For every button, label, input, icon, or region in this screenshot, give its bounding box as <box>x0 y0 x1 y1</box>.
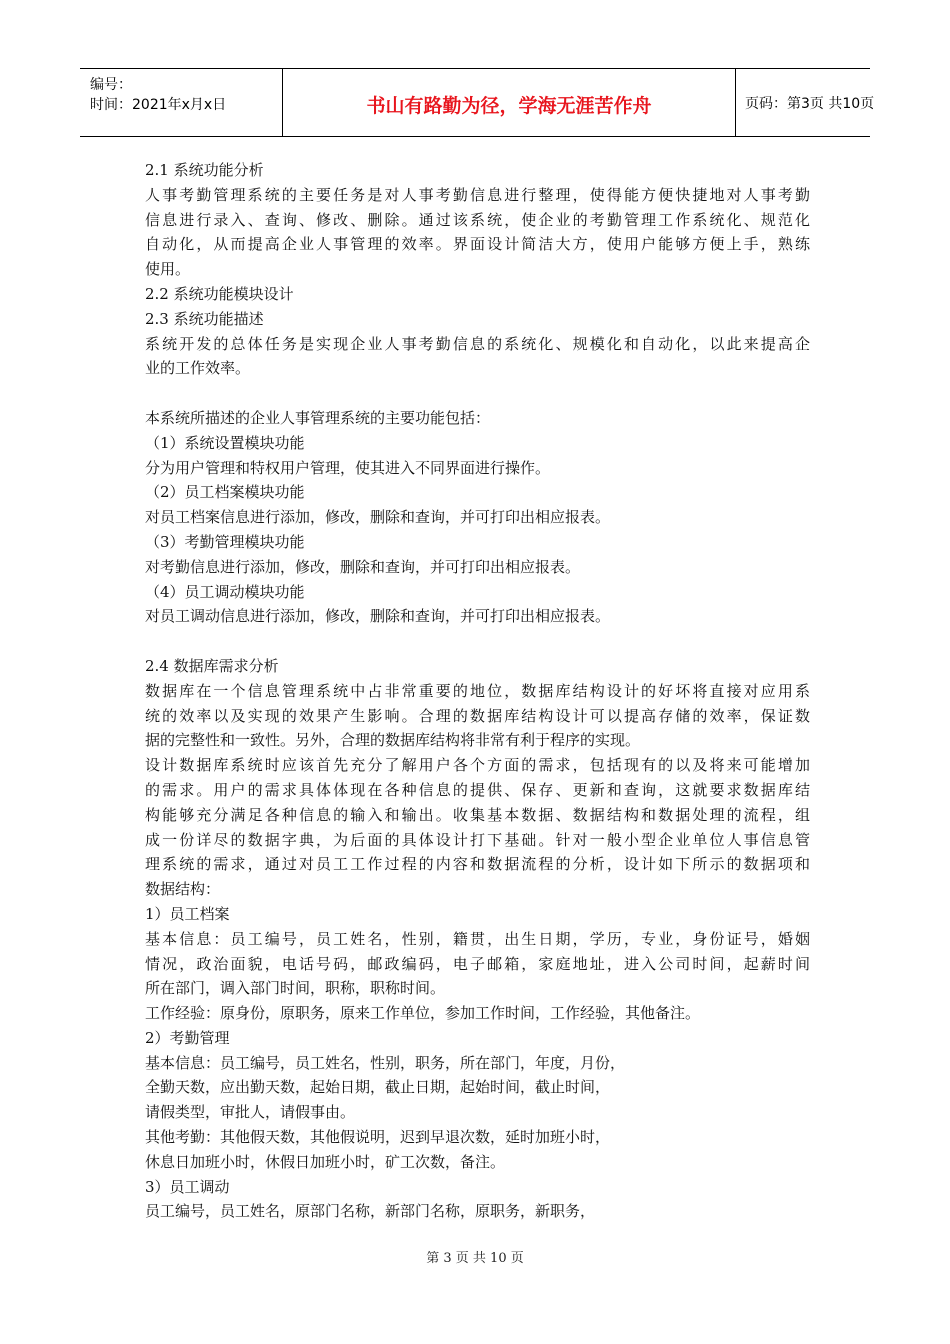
blank-line <box>145 381 810 406</box>
text-line: 1）员工档案 <box>145 904 230 923</box>
text-line: 人事考勤管理系统的主要任务是对人事考勤信息进行整理，使得能方便快捷地对人事考勤 <box>145 185 810 204</box>
text-line: 据的完整性和一致性。另外，合理的数据库结构将非常有利于程序的实现。 <box>145 731 641 750</box>
text-line: 2.4 数据库需求分析 <box>145 656 279 675</box>
text-line: 设计数据库系统时应该首先充分了解用户各个方面的需求，包括现有的以及将来可能增加 <box>145 756 810 775</box>
text-line: 所在部门，调入部门时间，职称，职称时间。 <box>145 979 446 998</box>
page-header <box>80 68 875 137</box>
motto: 书山有路勤为径，学海无涯苦作舟 <box>366 95 652 117</box>
text-line: 自动化，从而提高企业人事管理的效率。界面设计简洁大方，使用户能够方便上手，熟练 <box>145 235 810 254</box>
text-line: （4）员工调动模块功能 <box>145 582 305 601</box>
header-right-cell <box>735 69 875 136</box>
header-motto-cell <box>282 69 736 136</box>
text-line: 系统开发的总体任务是实现企业人事考勤信息的系统化、规模化和自动化，以此来提高企 <box>145 334 810 353</box>
text-line: 情况，政治面貌，电话号码，邮政编码，电子邮箱，家庭地址，进入公司时间，起薪时间 <box>145 954 810 973</box>
text-line: 使用。 <box>145 260 191 279</box>
text-line: 2.3 系统功能描述 <box>145 309 264 328</box>
text-line: 2）考勤管理 <box>145 1028 230 1047</box>
text-line: （2）员工档案模块功能 <box>145 483 305 502</box>
text-line: 构能够充分满足各种信息的输入和输出。收集基本数据、数据结构和数据处理的流程，组 <box>145 805 810 824</box>
text-line: 理系统的需求，通过对员工工作过程的内容和数据流程的分析，设计如下所示的数据项和 <box>145 855 810 874</box>
header-left-cell <box>80 69 282 136</box>
text-line: 工作经验：原身份，原职务，原来工作单位，参加工作时间，工作经验，其他备注。 <box>145 1004 701 1023</box>
text-line: 成一份详尽的数据字典，为后面的具体设计打下基础。针对一般小型企业单位人事信息管 <box>145 830 810 849</box>
text-line: 对员工调动信息进行添加，修改，删除和查询，并可打印出相应报表。 <box>145 607 611 626</box>
text-line: 对员工档案信息进行添加，修改，删除和查询，并可打印出相应报表。 <box>145 508 611 527</box>
text-line: （3）考勤管理模块功能 <box>145 532 305 551</box>
text-line: 休息日加班小时，休假日加班小时，矿工次数，备注。 <box>145 1152 506 1171</box>
text-line: （1）系统设置模块功能 <box>145 433 305 452</box>
text-line: 基本信息：员工编号，员工姓名，性别，职务，所在部门，年度，月份， <box>145 1053 626 1072</box>
text-line: 2.1 系统功能分析 <box>145 161 264 179</box>
text-line: 的需求。用户的需求具体体现在各种信息的提供、保存、更新和查询，这就要求数据库结 <box>145 780 810 799</box>
blank-line <box>145 629 810 654</box>
text-line: 对考勤信息进行添加，修改，删除和查询，并可打印出相应报表。 <box>145 557 581 576</box>
page-footer: 第 3 页 共 10 页 <box>426 1251 524 1266</box>
text-line: 基本信息：员工编号，员工姓名，性别，籍贯，出生日期，学历，专业，身份证号，婚姻 <box>145 929 810 948</box>
text-line: 统的效率以及实现的效果产生影响。合理的数据库结构设计可以提高存储的效率，保证数 <box>145 706 810 725</box>
page-label: 页码：第3页 共10页 <box>745 96 875 112</box>
text-line: 数据库在一个信息管理系统中占非常重要的地位，数据库结构设计的好坏将直接对应用系 <box>145 681 810 700</box>
text-line: 全勤天数，应出勤天数，起始日期，截止日期，起始时间，截止时间， <box>145 1078 611 1097</box>
text-line: 本系统所描述的企业人事管理系统的主要功能包括： <box>145 408 491 427</box>
text-line: 员工编号，员工姓名，原部门名称，新部门名称，原职务，新职务， <box>145 1202 596 1221</box>
text-line: 请假类型，审批人，请假事由。 <box>145 1103 356 1122</box>
text-line: 2.2 系统功能模块设计 <box>145 284 294 303</box>
time-label: 时间：2021年x月x日 <box>90 97 227 113</box>
text-line: 其他考勤：其他假天数，其他假说明，迟到早退次数，延时加班小时， <box>145 1128 611 1147</box>
text-line: 3）员工调动 <box>145 1177 230 1196</box>
text-line: 分为用户管理和特权用户管理，使其进入不同界面进行操作。 <box>145 458 551 477</box>
text-line: 数据结构： <box>145 880 221 899</box>
text-line: 信息进行录入、查询、修改、删除。通过该系统，使企业的考勤管理工作系统化、规范化 <box>145 210 810 229</box>
document-body <box>145 158 810 1224</box>
number-label: 编号： <box>90 77 132 93</box>
text-line: 业的工作效率。 <box>145 359 251 378</box>
